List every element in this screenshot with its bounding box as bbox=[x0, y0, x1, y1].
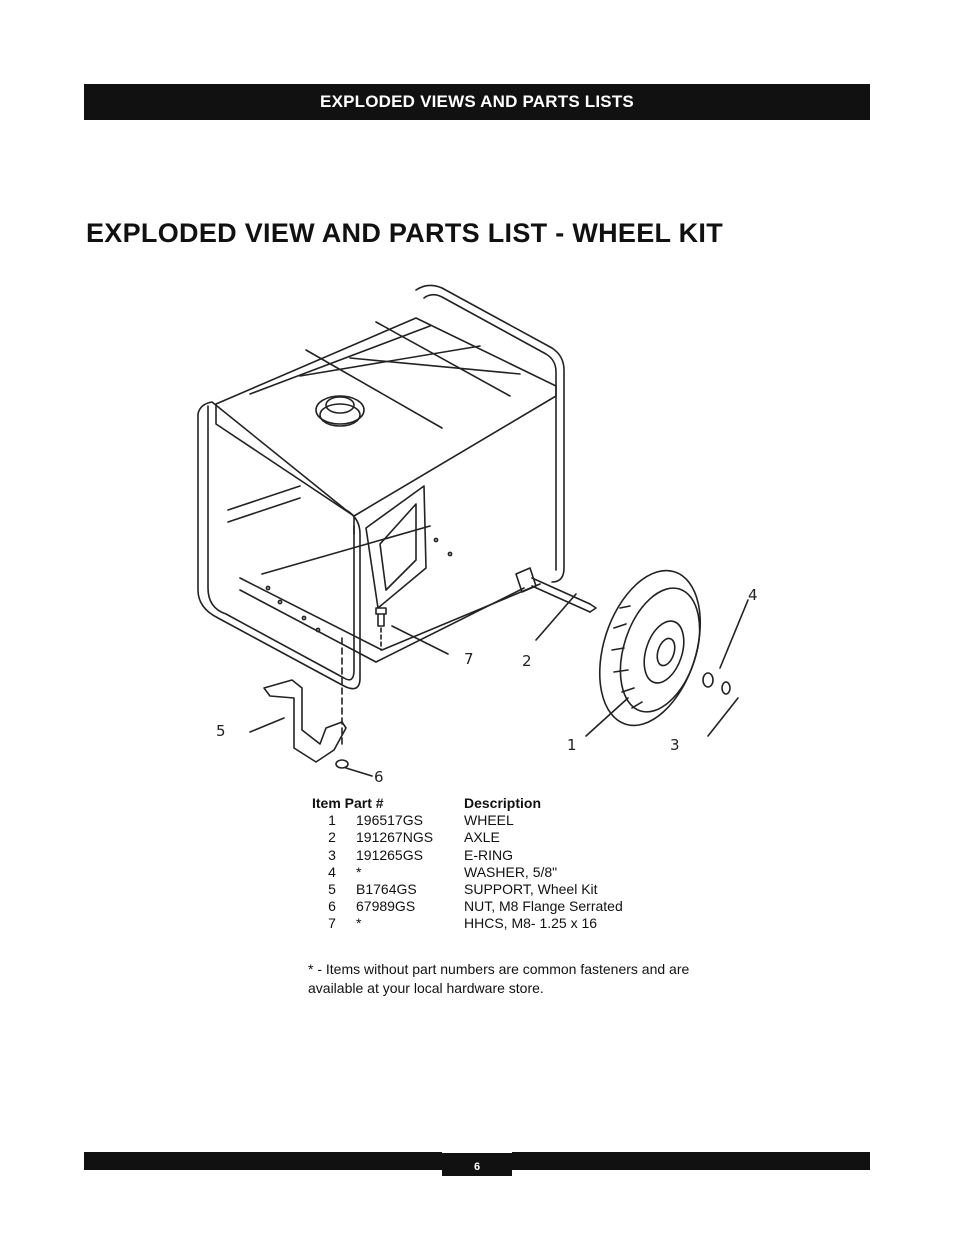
flange-nut bbox=[336, 760, 348, 768]
washer bbox=[703, 673, 713, 687]
table-row bbox=[312, 915, 664, 932]
page-number: 6 bbox=[473, 1161, 481, 1173]
page-title: EXPLODED VIEW AND PARTS LIST - WHEEL KIT bbox=[86, 218, 724, 248]
item-number: 2 bbox=[328, 829, 336, 846]
table-row bbox=[312, 864, 664, 881]
section-header bbox=[84, 84, 870, 120]
back-frame bbox=[416, 285, 564, 582]
callout-5: 5 bbox=[216, 722, 226, 740]
part-description: E-RING bbox=[464, 846, 513, 863]
page-tab-divider bbox=[442, 1151, 512, 1153]
part-description: SUPPORT, Wheel Kit bbox=[464, 881, 598, 898]
fuel-tank bbox=[216, 318, 556, 516]
part-number: * bbox=[356, 863, 362, 880]
part-number: * bbox=[356, 915, 362, 932]
item-number: 4 bbox=[328, 863, 336, 880]
item-number: 6 bbox=[328, 898, 336, 915]
header-description: Description bbox=[464, 795, 542, 811]
part-description: NUT, M8 Flange Serrated bbox=[464, 898, 623, 915]
table-row bbox=[312, 847, 664, 864]
callout-3: 3 bbox=[670, 736, 680, 754]
callout-2: 2 bbox=[522, 652, 532, 670]
part-description: AXLE bbox=[464, 829, 500, 846]
exploded-view-diagram bbox=[180, 278, 800, 788]
part-description: WHEEL bbox=[464, 812, 514, 829]
part-description: WASHER, 5/8" bbox=[464, 863, 558, 880]
parts-table-header bbox=[312, 795, 664, 812]
item-number: 1 bbox=[328, 812, 336, 829]
table-row bbox=[312, 812, 664, 829]
part-number: 196517GS bbox=[356, 812, 423, 829]
e-ring bbox=[722, 682, 730, 694]
item-number: 7 bbox=[328, 915, 336, 932]
callout-1: 1 bbox=[567, 736, 577, 754]
page-number-tab bbox=[442, 1152, 512, 1176]
hhcs-bolt bbox=[376, 608, 386, 626]
table-row bbox=[312, 898, 664, 915]
item-number: 5 bbox=[328, 881, 336, 898]
axle bbox=[532, 578, 590, 604]
part-number: B1764GS bbox=[356, 881, 417, 898]
table-row bbox=[312, 881, 664, 898]
part-number: 67989GS bbox=[356, 898, 416, 915]
item-number: 3 bbox=[328, 846, 336, 863]
part-description: HHCS, M8- 1.25 x 16 bbox=[464, 915, 598, 932]
callout-4: 4 bbox=[748, 586, 758, 604]
table-row bbox=[312, 829, 664, 846]
parts-list bbox=[312, 795, 664, 933]
fastener-note: * - Items without part numbers are common fasteners and are available at your local hardware store. bbox=[308, 961, 690, 996]
parts-table bbox=[312, 795, 664, 933]
part-number: 191265GS bbox=[356, 846, 423, 863]
header-item-part: Item Part # bbox=[312, 795, 384, 811]
section-header-title: EXPLODED VIEWS AND PARTS LISTS bbox=[320, 92, 634, 111]
callout-7: 7 bbox=[464, 650, 474, 668]
wheel bbox=[582, 558, 719, 739]
callout-6: 6 bbox=[374, 768, 384, 786]
part-number: 191267NGS bbox=[356, 829, 434, 846]
